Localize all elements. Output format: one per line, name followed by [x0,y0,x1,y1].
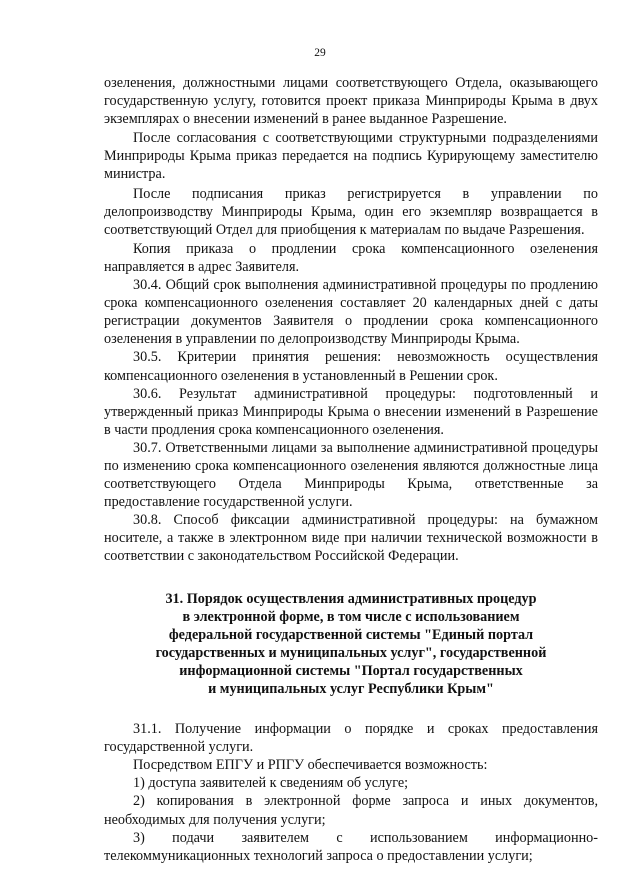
paragraph: 30.7. Ответственными лицами за выполнение административной процедуры по изменению срока компенсационного озеленения являются должностные лица соответствующего Отдела Минприроды Крыма, ответственные за предоставление государственной услуги. [104,439,598,511]
list-item: 1) доступа заявителей к сведениям об услуге; [133,775,409,792]
paragraphs-before [104,74,598,566]
heading-line: 31. Порядок осуществления административных процедур [165,590,537,607]
paragraph: 30.8. Способ фиксации административной процедуры: на бумажном носителе, а также в электронном виде при наличии технической возможности в соответствии с законодательством Российской Федерации. [104,512,598,565]
list-item: 2) копирования в электронной форме запроса и иных документов, необходимых для получения услуги; [104,793,598,828]
paragraph: После согласования с соответствующими структурными подразделениями Минприроды Крыма приказ передается на подпись Курирующему заместителю министра. [104,130,598,183]
paragraph: 30.5. Критерии принятия решения: невозможность осуществления компенсационного озеленения в установленный в Решении срок. [104,349,598,384]
paragraph: 30.4. Общий срок выполнения административной процедуры по продлению срока компенсационного озеленения составляет 20 календарных дней с даты регистрации документов Заявителя о продлении срока компенсационного озеленения в управлении по делопроизводству Минприроды Крыма. [104,277,598,348]
paragraph: Копия приказа о продлении срока компенсационного озеленения направляется в адрес Заявителя. [104,240,598,275]
section-heading [104,590,598,699]
paragraph: Посредством ЕПГУ и РПГУ обеспечивается возможность: [133,757,488,774]
heading-line: федеральной государственной системы "Единый портал [168,626,534,643]
heading-line: информационной системы "Портал государственных [179,662,523,679]
paragraph: озеленения, должностными лицами соответствующего Отдела, оказывающего государственную услугу, готовится проект приказа Минприроды Крыма в двух экземплярах о внесении изменений в ранее выданное Разрешение. [104,75,598,128]
document-body [104,74,598,865]
heading-line: и муниципальных услуг Республики Крым" [208,681,494,697]
paragraph: После подписания приказ регистрируется в управлении по делопроизводству Минприроды Крыма, один его экземпляр возвращается в соответствующий Отдел для приобщения к материалам по выдаче Разрешения. [104,185,598,238]
paragraphs-after [104,720,598,865]
paragraph: 30.6. Результат административной процедуры: подготовленный и утвержденный приказ Минприроды Крыма о внесении изменений в Разрешение в части продления срока компенсационного озеленения. [104,385,598,438]
paragraph: 31.1. Получение информации о порядке и сроках предоставления государственной услуги. [104,721,598,756]
heading-line: государственных и муниципальных услуг", государственной [155,644,547,661]
page-number: 29 [314,47,326,59]
heading-line: в электронной форме, в том числе с использованием [182,608,520,625]
list-item: 3) подачи заявителем с использованием информационно-телекоммуникационных технологий запроса о предоставлении услуги; [104,829,598,864]
